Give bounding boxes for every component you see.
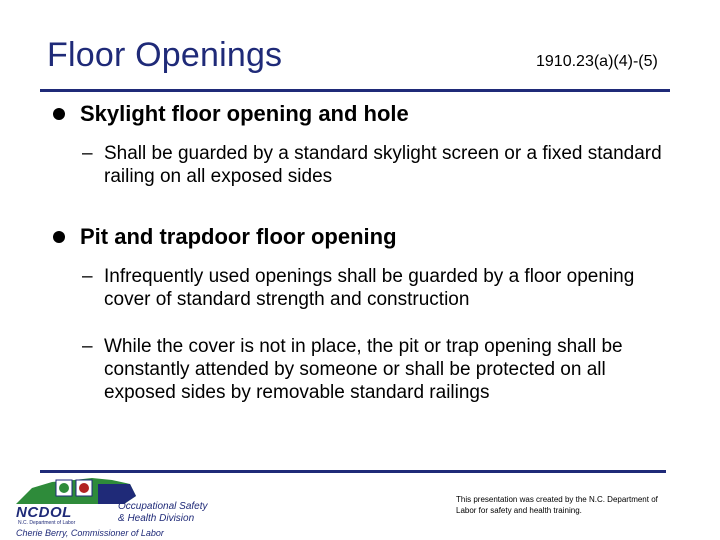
bullet-dot-icon: [53, 108, 65, 120]
bullet-text: Pit and trapdoor floor opening: [80, 224, 397, 249]
bullet-text: Skylight floor opening and hole: [80, 101, 409, 126]
dash-icon: –: [82, 336, 93, 357]
division-line-2: & Health Division: [118, 513, 195, 524]
bullet-pit-trapdoor: [80, 224, 397, 250]
commissioner-name: Cherie Berry, Commissioner of Labor: [16, 528, 164, 538]
sub-bullet-text: While the cover is not in place, the pit or trap opening shall be constantly attended by someone or shall be protected on all exposed sides by removable standard railings: [104, 336, 623, 403]
sub-bullet-text: Infrequently used openings shall be guarded by a floor opening cover of standard strength and construction: [104, 266, 635, 310]
ncdol-logo: [12, 472, 212, 538]
sub-bullet-text: Shall be guarded by a standard skylight screen or a fixed standard railing on all exposed sides: [104, 143, 662, 187]
dash-icon: –: [82, 266, 93, 287]
logo-subtitle: N.C. Department of Labor: [18, 520, 76, 526]
dash-icon: –: [82, 143, 93, 164]
title-divider: [40, 89, 670, 92]
sub-bullet-infrequent-openings: [82, 265, 639, 311]
bullet-dot-icon: [53, 231, 65, 243]
sub-bullet-cover-not-in-place: [82, 335, 644, 404]
logo-wordmark: NCDOL: [16, 504, 72, 521]
regulation-reference: 1910.23(a)(4)-(5): [536, 53, 658, 70]
bullet-skylight: [80, 101, 409, 127]
sub-bullet-skylight-guard: [82, 142, 674, 188]
division-line-1: Occupational Safety: [118, 501, 208, 512]
slide-title: Floor Openings: [47, 36, 283, 74]
footer-note: This presentation was created by the N.C. Department of Labor for safety and health training.: [456, 495, 658, 515]
division-name: [118, 501, 208, 525]
